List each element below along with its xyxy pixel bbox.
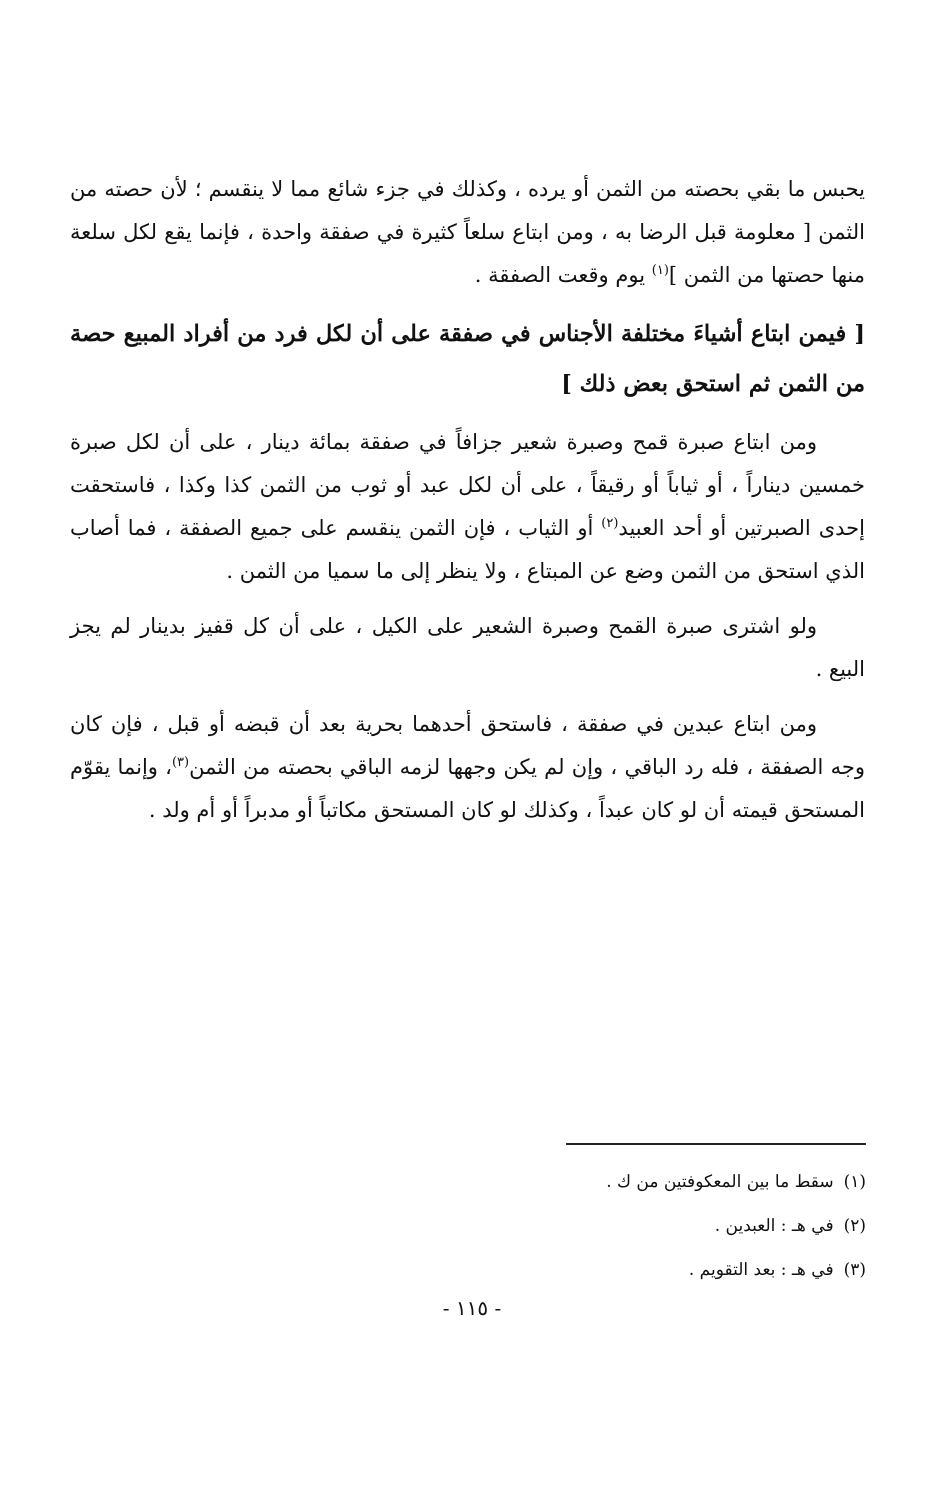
footnote-separator [566,1143,866,1145]
paragraph-2-text-b: أو الثياب ، فإن الثمن ينقسم على جميع الصفقة ، فما أصاب الذي استحق من الثمن وضع عن المبتاع ، ولا ينظر إلى ما سميا من الثمن . [70,516,865,583]
footnote-ref-1: (١) [651,263,669,278]
footnotes [266,1160,866,1292]
page-number: - ١١٥ - [442,1296,502,1320]
footnote-3 [266,1248,866,1292]
paragraph-2 [70,421,865,593]
main-text [70,168,865,832]
footnote-2 [266,1204,866,1248]
paragraph-1-text-b: يوم وقعت الصفقة . [474,263,646,287]
footnote-1 [266,1160,866,1204]
footnote-number: (١) [843,1172,866,1192]
footnote-number: (٣) [843,1260,866,1280]
footnote-ref-2: (٢) [601,516,619,531]
paragraph-1 [70,168,865,297]
footnote-text: في هـ : بعد التقويم . [688,1260,834,1280]
paragraph-4 [70,703,865,832]
footnote-text: في هـ : العبدين . [714,1216,834,1236]
footnote-number: (٢) [843,1216,866,1236]
footnote-ref-3: (٣) [171,755,190,770]
paragraph-1-text-a: يحبس ما بقي بحصته من الثمن أو يرده ، وكذلك في جزء شائع مما لا ينقسم ؛ لأن حصته من الثمن [ معلومة قبل الرضا به ، ومن ابتاع سلعاً كثيرة في صفقة واحدة ، فإنما يقع لكل سلعة منها حصتها من الثمن ] [70,177,865,287]
paragraph-3: ولو اشترى صبرة القمح وصبرة الشعير على الكيل ، على أن كل قفيز بدينار لم يجز البيع . [70,614,865,681]
paragraph-2-text-a: ومن ابتاع صبرة قمح وصبرة شعير جزافاً في صفقة بمائة دينار ، على أن لكل صبرة خمسين ديناراً ، أو ثياباً أو رقيقاً ، على أن لكل عبد أو ثوب من الثمن كذا وكذا ، فاستحقت إحدى الصبرتين أو أحد العبيد [70,430,865,540]
paragraph-4-text-a: ومن ابتاع عبدين في صفقة ، فاستحق أحدهما بحرية بعد أن قبضه أو قبل ، فإن كان وجه الصفقة ، فله رد الباقي ، وإن لم يكن وجهها لزمه الباقي بحصته من الثمن [70,712,865,779]
paragraph-4-text-b: ، وإنما يقوّم المستحق قيمته أن لو كان عبداً ، وكذلك لو كان المستحق مكاتباً أو مدبراً أو أم ولد . [70,755,865,822]
footnote-text: سقط ما بين المعكوفتين من ك . [606,1172,834,1192]
section-heading: [ فيمن ابتاع أشياءَ مختلفة الأجناس في صفقة على أن لكل فرد من أفراد المبيع حصة من الثمن ثم استحق بعض ذلك ] [70,321,865,397]
